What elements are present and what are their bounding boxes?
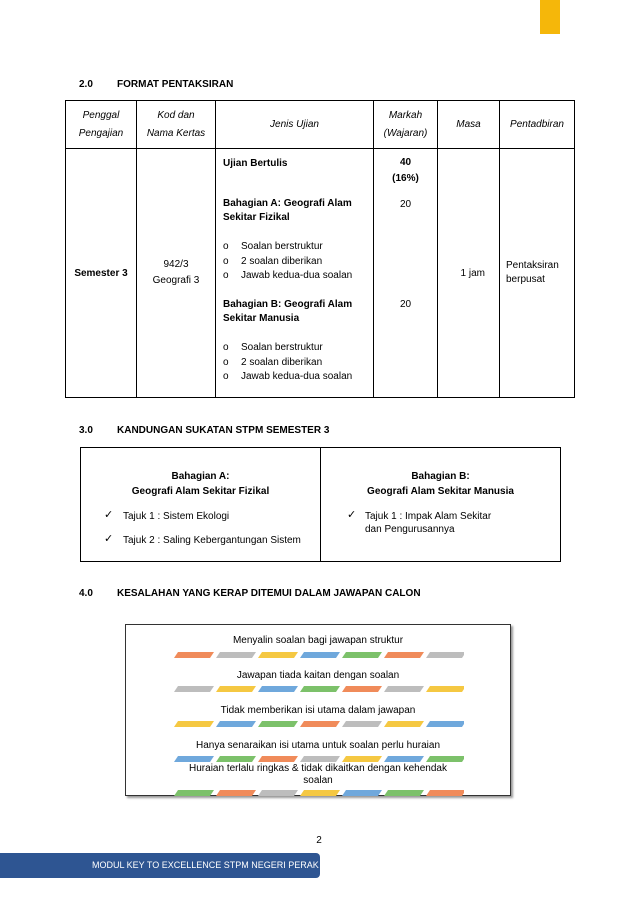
stripe-divider [174,756,464,762]
corner-tab [540,0,560,34]
kesalahan-item: Menyalin soalan bagi jawapan struktur [232,635,404,646]
stripe-segment [426,652,464,658]
markah-total: 40 (16%) [392,157,419,184]
list-item: o 2 soalan diberikan [223,356,323,368]
list-item: o 2 soalan diberikan [223,255,323,267]
stripe-segment [300,686,340,692]
page-number: 2 [316,835,322,846]
table-row [66,149,575,398]
header-jenis: Jenis Ujian [216,101,374,149]
list-item: o Jawab kedua-dua soalan [223,371,353,382]
header-kod: Kod dan Nama Kertas [137,101,216,149]
cell-jenis-ujian [216,149,374,398]
stripe-segment [300,756,340,762]
stripe-segment [216,686,256,692]
stripe-segment [426,686,464,692]
section-heading-format: 2.0 FORMAT PENTAKSIRAN [79,79,234,90]
footer-banner [0,853,320,878]
stripe-segment [384,756,424,762]
section-heading-kesalahan: 4.0 KESALAHAN YANG KERAP DITEMUI DALAM JAWAPAN CALON [79,588,421,599]
cell-pentadbiran: Pentaksiran berpusat [500,149,575,398]
cell-kod: 942/3 Geografi 3 [137,149,216,398]
bahagian-a-label: Bahagian A: Geografi Alam Sekitar Fizikal [223,198,352,223]
list-item: o Jawab kedua-dua soalan [223,270,353,281]
stripe-segment [174,686,214,692]
stripe-segment [342,721,382,727]
stripe-segment [258,756,298,762]
stripe-segment [174,652,214,658]
kesalahan-diagram [125,624,511,796]
list-item: Tajuk 1 : Sistem Ekologi [123,511,230,522]
markah-bahagian-b: 20 [399,299,412,310]
stripe-segment [300,721,340,727]
cell-semester: Semester 3 [66,149,137,398]
header-penggal: Penggal Pengajian [66,101,137,149]
markah-bahagian-a: 20 [399,199,412,210]
stripe-segment [426,790,464,796]
kesalahan-item: Huraian terlalu ringkas & tidak dikaitkan dengan kehendak soalan [189,763,447,786]
check-icon: ✓ [104,533,114,545]
stripe-segment [342,790,382,796]
stripe-segment [258,652,298,658]
header-markah: Markah (Wajaran) [374,101,438,149]
kesalahan-item: Hanya senaraikan isi utama untuk soalan perlu huraian [195,740,441,751]
bahagian-a-list [223,240,352,284]
stripe-segment [258,721,298,727]
stripe-segment [300,790,340,796]
stripe-segment [174,721,214,727]
kandungan-bahagian-a [81,448,320,561]
kesalahan-item: Tidak memberikan isi utama dalam jawapan [220,705,416,716]
stripe-segment [426,721,464,727]
stripe-segment [258,790,298,796]
cell-masa: 1 jam [438,149,500,398]
ujian-label: Ujian Bertulis [223,158,288,169]
stripe-segment [174,756,214,762]
bahagian-a-title: Bahagian A: Geografi Alam Sekitar Fizikal [131,471,270,497]
list-item: Tajuk 1 : Impak Alam Sekitar dan Pengurusannya [365,511,492,535]
stripe-segment [342,652,382,658]
stripe-segment [258,686,298,692]
stripe-segment [216,790,256,796]
check-icon: ✓ [104,509,114,521]
stripe-segment [342,756,382,762]
header-masa: Masa [438,101,500,149]
stripe-segment [384,721,424,727]
footer-text: MODUL KEY TO EXCELLENCE STPM NEGERI PERAK [92,860,319,870]
stripe-segment [384,790,424,796]
stripe-segment [216,721,256,727]
stripe-segment [216,756,256,762]
header-pentadbiran: Pentadbiran [500,101,575,149]
stripe-segment [384,652,424,658]
stripe-segment [426,756,464,762]
bahagian-b-list [223,341,352,385]
stripe-divider [174,652,464,658]
kandungan-table [80,447,561,562]
stripe-segment [174,790,214,796]
section-heading-kandungan: 3.0 KANDUNGAN SUKATAN STPM SEMESTER 3 [79,425,330,436]
table-header-row [66,101,575,149]
kesalahan-item: Jawapan tiada kaitan dengan soalan [236,670,400,681]
list-item: o Soalan berstruktur [223,342,323,353]
check-icon: ✓ [347,509,357,521]
stripe-segment [342,686,382,692]
list-item: Tajuk 2 : Saling Kebergantungan Sistem [123,535,301,546]
kandungan-bahagian-b [320,448,560,561]
stripe-divider [174,790,464,796]
stripe-segment [216,652,256,658]
stripe-divider [174,686,464,692]
list-item: o Soalan berstruktur [223,241,323,252]
stripe-segment [300,652,340,658]
stripe-divider [174,721,464,727]
bahagian-b-label: Bahagian B: Geografi Alam Sekitar Manusia [223,299,353,324]
format-table [65,100,575,398]
bahagian-b-title: Bahagian B: Geografi Alam Sekitar Manusia [367,471,514,497]
stripe-segment [384,686,424,692]
cell-markah [374,149,438,398]
